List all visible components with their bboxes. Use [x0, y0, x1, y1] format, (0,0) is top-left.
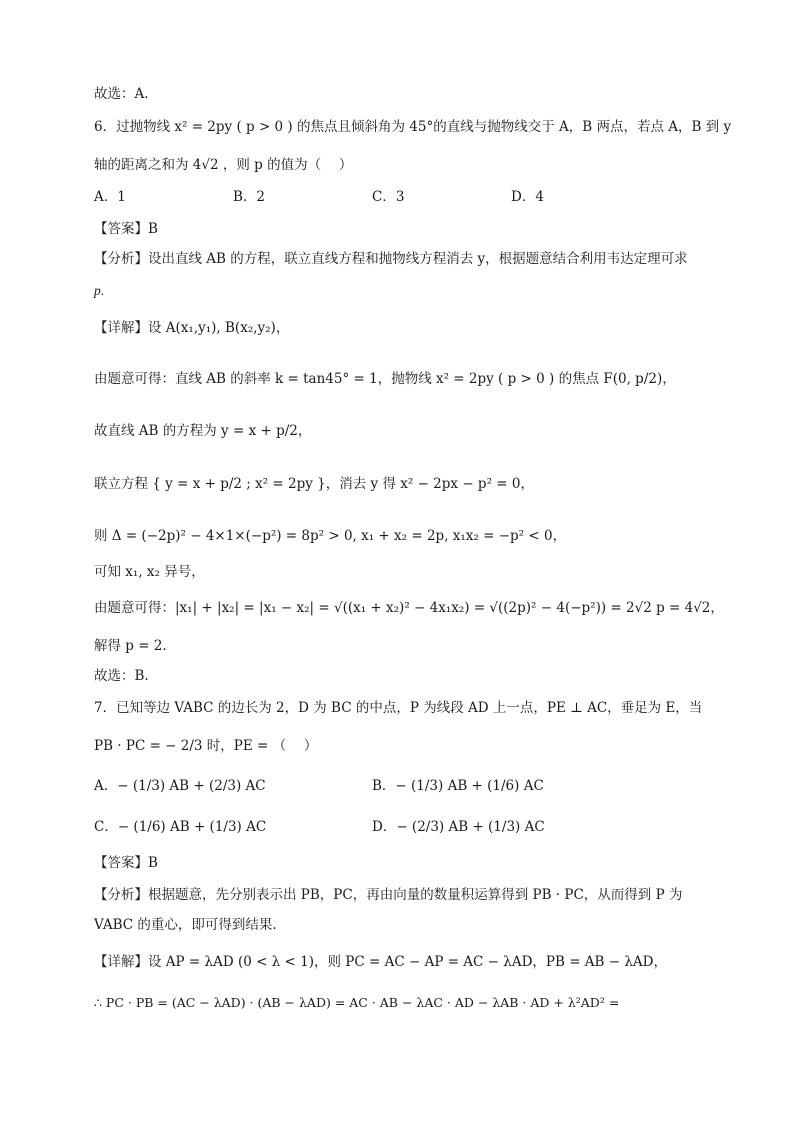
q6-detail-line-2: 由题意可得：直线 AB 的斜率 k = tan45° = 1，抛物线 x² = 2py ( p > 0 ) 的焦点 F(0, p/2)， [94, 371, 676, 387]
q7-option-b: B．− (1/3) AB + (1/6) AC [372, 778, 544, 794]
q6-detail-line-3: 故直线 AB 的方程为 y = x + p/2， [94, 423, 312, 439]
q6-detail-line-4: 联立方程 { y = x + p/2 ; x² = 2py }，消去 y 得 x² − 2px − p² = 0， [94, 476, 534, 492]
q7-analysis-line-2: VABC 的重心，即可得到结果. [94, 917, 277, 933]
q6-detail-line-8: 解得 p = 2. [94, 638, 167, 654]
q7-detail-line-2: ∴ PC · PB = (AC − λAD) · (AB − λAD) = AC · AB − λAC · AD − λAB · AD + λ²AD² = [94, 995, 620, 1010]
q6-conclusion: 故选：B. [94, 668, 149, 684]
q6-stem-line-1: 6．过抛物线 x² = 2py ( p > 0 ) 的焦点且倾斜角为 45°的直线与抛物线交于 A，B 两点，若点 A，B 到 y [94, 119, 732, 135]
q7-option-c: C．− (1/6) AB + (1/3) AC [94, 819, 267, 835]
q6-detail-line-1: 【详解】设 A(x₁,y₁), B(x₂,y₂)， [94, 320, 290, 336]
q6-detail-line-7: 由题意可得：|x₁| + |x₂| = |x₁ − x₂| = √((x₁ + x₂)² − 4x₁x₂) = √((2p)² − 4(−p²)) = 2√2 p = 4√2， [94, 600, 724, 616]
q7-analysis-line-1: 【分析】根据题意，先分别表示出 PB，PC，再由向量的数量积运算得到 PB · PC，从而得到 P 为 [94, 887, 683, 903]
q7-answer: 【答案】B [94, 855, 158, 871]
q5-conclusion: 故选：A. [94, 86, 149, 102]
q6-option-a: A．1 [94, 189, 126, 205]
q7-stem-line-1: 7．已知等边 VABC 的边长为 2，D 为 BC 的中点，P 为线段 AD 上一点，PE ⊥ AC，垂足为 E，当 [94, 700, 703, 716]
q6-answer: 【答案】B [94, 221, 158, 237]
q7-detail-line-1: 【详解】设 AP = λAD (0 < λ < 1)，则 PC = AC − AP = AC − λAD，PB = AB − λAD， [94, 954, 667, 970]
q7-option-a: A．− (1/3) AB + (2/3) AC [94, 778, 266, 794]
q6-stem-line-2: 轴的距离之和为 4√2 ，则 p 的值为（ ） [94, 157, 353, 173]
q6-analysis-line-2: p. [94, 283, 105, 298]
q6-detail-line-5: 则 Δ = (−2p)² − 4×1×(−p²) = 8p² > 0, x₁ + x₂ = 2p, x₁x₂ = −p² < 0， [94, 528, 567, 544]
q6-detail-line-6: 可知 x₁, x₂ 异号， [94, 564, 205, 580]
q6-option-d: D．4 [511, 189, 544, 205]
q6-option-b: B．2 [233, 189, 266, 205]
q7-option-d: D．− (2/3) AB + (1/3) AC [372, 819, 545, 835]
q6-option-c: C．3 [372, 189, 405, 205]
q6-analysis-line-1: 【分析】设出直线 AB 的方程，联立直线方程和抛物线方程消去 y，根据题意结合利用韦达定理可求 [94, 251, 688, 267]
q7-stem-line-2: PB · PC = − 2/3 时，PE = （ ） [94, 738, 318, 754]
